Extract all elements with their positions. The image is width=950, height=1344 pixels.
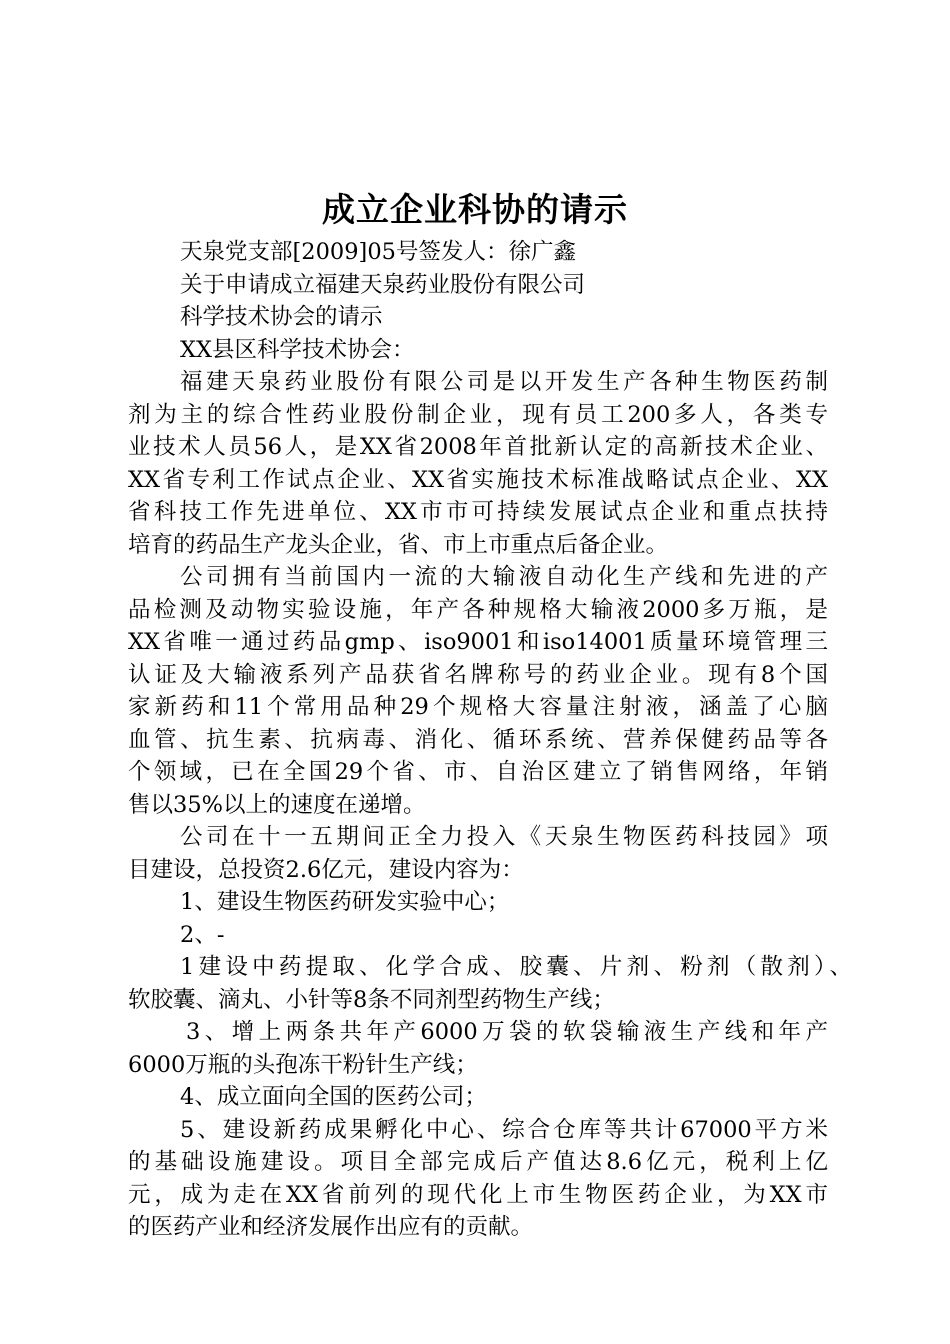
paragraph-line: 培育的药品生产龙头企业，省、市上市重点后备企业。 (128, 531, 669, 558)
paragraph-line: 家新药和11个常用品种29个规格大容量注射液，涵盖了心脑 (128, 694, 828, 720)
subject-line-2: 科学技术协会的请示 (180, 304, 383, 330)
paragraph-line: 品检测及动物实验设施，年产各种规格大输液2000多万瓶，是 (128, 596, 828, 623)
list-item-continuation: 的基础设施建设。项目全部完成后产值达8.6亿元，税利上亿 (128, 1149, 828, 1175)
paragraph-line: 福建天泉药业股份有限公司是以开发生产各种生物医药制 (180, 369, 828, 395)
paragraph-line: 认证及大输液系列产品获省名牌称号的药业企业。现有8个国 (128, 661, 828, 688)
paragraph-line: 目建设，总投资2.6亿元，建设内容为： (128, 856, 524, 883)
doc-number-line: 天泉党支部[2009]05号签发人：徐广鑫 (180, 239, 576, 265)
list-item: 3、增上两条共年产6000万袋的软袋输液生产线和年产 (186, 1019, 828, 1045)
document-title: 成立企业科协的请示 (322, 190, 628, 229)
document-body (128, 236, 852, 1244)
paragraph-line: XX省唯一通过药品gmp、iso9001和iso14001质量环境管理三 (128, 629, 828, 655)
list-item: 5、建设新药成果孵化中心、综合仓库等共计67000平方米 (180, 1116, 828, 1143)
list-item: 2、- (180, 921, 225, 948)
paragraph-line: XX省专利工作试点企业、XX省实施技术标准战略试点企业、XX (128, 466, 828, 493)
list-item-continuation: 元，成为走在XX省前列的现代化上市生物医药企业，为XX市 (128, 1181, 828, 1208)
list-item-continuation: 6000万瓶的头孢冻干粉针生产线； (128, 1051, 478, 1078)
paragraph-line: 公司拥有当前国内一流的大输液自动化生产线和先进的产 (180, 564, 828, 590)
list-item-continuation: 软胶囊、滴丸、小针等8条不同剂型药物生产线； (128, 986, 615, 1013)
paragraph-line: 省科技工作先进单位、XX市市可持续发展试点企业和重点扶持 (128, 499, 828, 525)
paragraph-line: 业技术人员56人，是XX省2008年首批新认定的高新技术企业、 (128, 434, 828, 460)
subject-line-1: 关于申请成立福建天泉药业股份有限公司 (180, 271, 586, 298)
paragraph-line: 血管、抗生素、抗病毒、消化、循环系统、营养保健药品等各 (128, 726, 828, 753)
list-item: 1、建设生物医药研发实验中心； (180, 889, 510, 915)
paragraph-line: 公司在十一五期间正全力投入《天泉生物医药科技园》项 (180, 824, 828, 850)
recipient-line: XX县区科学技术协会： (180, 336, 415, 363)
list-item: 1建设中药提取、化学合成、胶囊、片剂、粉剂（散剂）、 (180, 954, 852, 980)
list-item: 4、成立面向全国的医药公司； (180, 1084, 487, 1110)
paragraph-line: 售以35%以上的速度在递增。 (128, 791, 426, 818)
paragraph-line: 剂为主的综合性药业股份制企业，现有员工200多人，各类专 (128, 401, 828, 428)
list-item-continuation: 的医药产业和经济发展作出应有的贡献。 (128, 1214, 534, 1240)
paragraph-line: 个领域，已在全国29个省、市、自治区建立了销售网络，年销 (128, 759, 828, 785)
